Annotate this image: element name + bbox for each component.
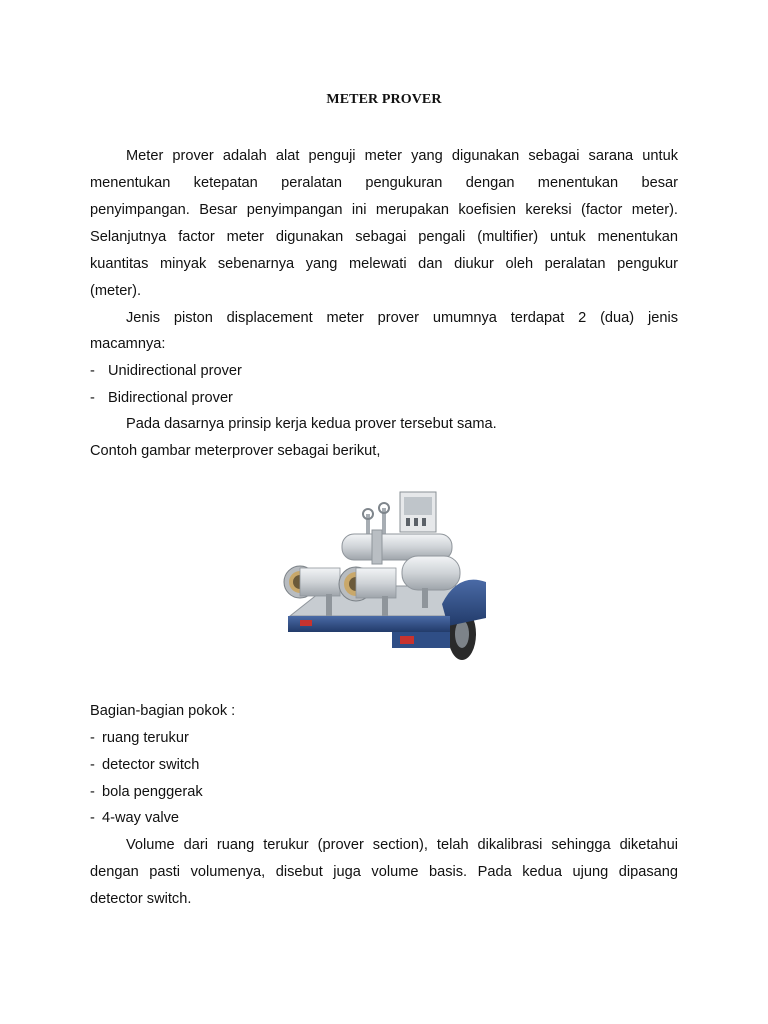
list-bullet: - — [90, 730, 95, 746]
paragraph-line: Pada dasarnya prinsip kerja kedua prover tersebut sama. — [126, 416, 497, 432]
paragraph-line: Contoh gambar meterprover sebagai berikut, — [90, 443, 381, 459]
meter-prover-illustration — [282, 486, 492, 664]
parts-heading: Bagian-bagian pokok : — [90, 703, 236, 719]
paragraph-line: Volume dari ruang terukur (prover section), telah dikalibrasi sehingga diketahui — [126, 837, 678, 853]
page-title: METER PROVER — [326, 92, 442, 107]
paragraph-line: penyimpangan. Besar penyimpangan ini merupakan koefisien kereksi (factor meter). — [90, 202, 678, 218]
list-item: 4-way valve — [102, 810, 180, 826]
list-item: Unidirectional prover — [108, 363, 242, 379]
paragraph-line: macamnya: — [90, 336, 166, 352]
list-bullet: - — [90, 784, 95, 800]
list-bullet: - — [90, 363, 95, 379]
list-item: detector switch — [102, 757, 200, 773]
list-bullet: - — [90, 810, 95, 826]
paragraph-line: (meter). — [90, 283, 142, 299]
list-item: ruang terukur — [102, 730, 189, 746]
list-bullet: - — [90, 390, 95, 406]
list-item: Bidirectional prover — [108, 390, 233, 406]
paragraph-line: detector switch. — [90, 891, 192, 907]
paragraph-line: Jenis piston displacement meter prover umumnya terdapat 2 (dua) jenis — [126, 310, 678, 326]
list-bullet: - — [90, 757, 95, 773]
paragraph-line: kuantitas minyak sebenarnya yang melewati dan diukur oleh peralatan pengukur — [90, 256, 678, 272]
paragraph-line: menentukan ketepatan peralatan pengukuran dengan menentukan besar — [90, 175, 678, 191]
list-item: bola penggerak — [102, 784, 203, 800]
paragraph-line: Meter prover adalah alat penguji meter yang digunakan sebagai sarana untuk — [126, 148, 678, 164]
paragraph-line: Selanjutnya factor meter digunakan sebagai pengali (multifier) untuk menentukan — [90, 229, 678, 245]
paragraph-line: dengan pasti volumenya, disebut juga volume basis. Pada kedua ujung dipasang — [90, 864, 678, 880]
